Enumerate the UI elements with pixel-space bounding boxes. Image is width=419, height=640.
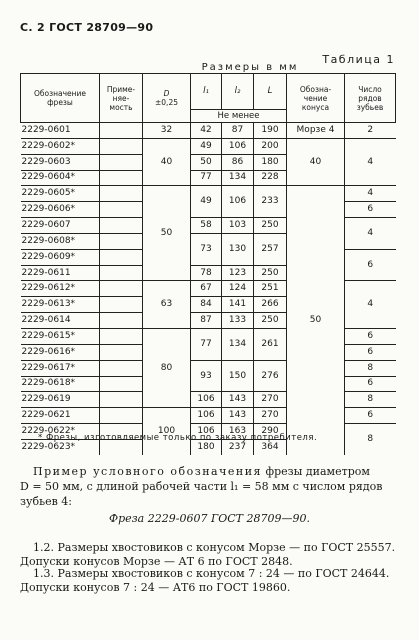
- col-l2: l₂: [222, 74, 254, 110]
- example-designation: Фреза 2229-0607 ГОСТ 28709—90.: [109, 512, 310, 525]
- table-row: 2229-0612* 63 67 124 251 4: [21, 281, 396, 297]
- example-line-2: D = 50 мм, с длиной рабочей части l₁ = 58 мм с числом рядов зубьев 4:: [20, 480, 383, 508]
- page-header: С. 2 ГОСТ 28709—90: [20, 21, 154, 34]
- dimensions-title: Размеры в мм: [201, 62, 299, 73]
- col-L: L: [254, 74, 287, 110]
- paragraph-1-2-cont: Допуски конусов Морзе — АТ 6 по ГОСТ 2848.: [20, 555, 293, 568]
- table-row: 2229-0619 106 143 270 8: [21, 392, 396, 408]
- paragraph-1-3: 1.3. Размеры хвостовиков с конусом 7 : 24 — по ГОСТ 24644.: [33, 567, 390, 580]
- col-l1: l₁: [191, 74, 222, 110]
- table-row: 2229-0616* 6: [21, 344, 396, 360]
- table-row: 2229-0615* 80 77 134 261 6: [21, 328, 396, 344]
- col-cone: Обозна- чение конуса: [287, 74, 345, 123]
- table-row: 2229-0603 50 86 180: [21, 154, 396, 170]
- col-D: D ±0,25: [143, 74, 191, 123]
- table-row: 2229-0605* 50 49 106 233 50 4: [21, 186, 396, 202]
- col-application: Приме- няе- мость: [100, 74, 143, 123]
- table-number: Таблица 1: [322, 53, 395, 66]
- dimensions-table: [20, 73, 396, 455]
- table-row: 2229-0601 32 42 87 190 Морзе 4 2: [21, 123, 396, 139]
- table-row: 2229-0614 87 133 250: [21, 313, 396, 329]
- table-row: 2229-0617* 93 150 276 8: [21, 360, 396, 376]
- col-teeth-rows: Число рядов зубьев: [345, 74, 396, 123]
- table-row: 2229-0606* 6: [21, 202, 396, 218]
- table-row: 2229-0608* 73 130 257: [21, 233, 396, 249]
- table-row: 2229-0613* 84 141 266: [21, 297, 396, 313]
- col-not-less: Не менее: [191, 110, 287, 123]
- table-row: 2229-0621 100 106 143 270 6: [21, 408, 396, 424]
- table-row: 2229-0609* 6: [21, 249, 396, 265]
- footnote: * Фрезы, изготовляемые только по заказу потребителя.: [38, 433, 318, 443]
- table-row: 2229-0623* 180 237 364: [21, 439, 396, 454]
- col-designation: Обозначение фрезы: [21, 74, 100, 123]
- table-row: 2229-0622* 106 163 290 8: [21, 424, 396, 440]
- paragraph-1-2: 1.2. Размеры хвостовиков с конусом Морзе — по ГОСТ 25557.: [33, 541, 396, 554]
- paragraph-1-3-cont: Допуски конусов 7 : 24 — АТ6 по ГОСТ 19860.: [20, 581, 291, 594]
- table-row: 2229-0618* 6: [21, 376, 396, 392]
- example-line-1: Пример условного обозначения фрезы диаметром: [33, 465, 370, 478]
- table-row: 2229-0602* 40 49 106 200 40 4: [21, 138, 396, 154]
- table-row: 2229-0604* 77 134 228: [21, 170, 396, 186]
- table-row: 2229-0611 78 123 250: [21, 265, 396, 281]
- table-row: 2229-0607 58 103 250 4: [21, 218, 396, 234]
